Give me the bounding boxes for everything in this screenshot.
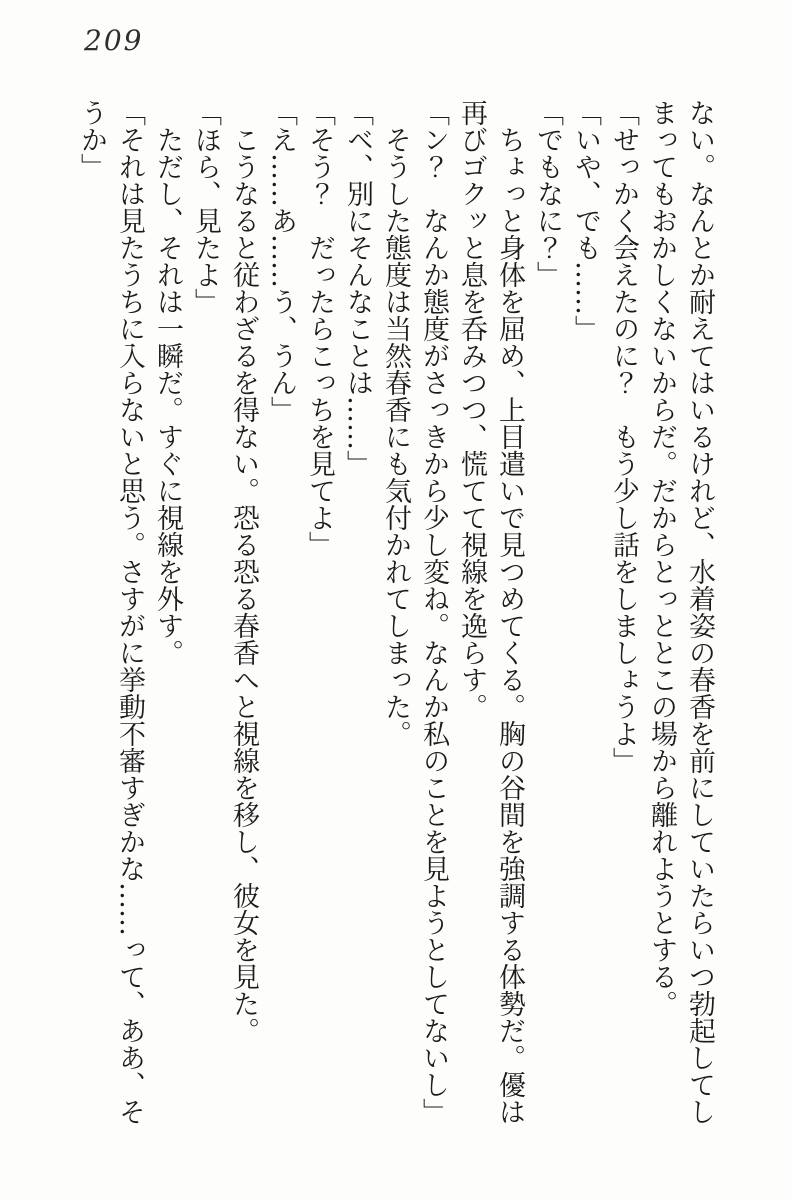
page-number: 209 xyxy=(84,24,144,57)
text-line: 「でもなに？」 xyxy=(532,99,563,288)
text-line: 「ベ、別にそんなことは……」 xyxy=(342,99,373,477)
text-line: 「そう？ だったらこっちを見てよ」 xyxy=(304,99,335,558)
text-line: こうなると従わざるを得ない。恐る恐る春香へと視線を移し、彼女を見た。 xyxy=(228,99,259,1044)
text-line: まってもおかしくないからだ。だからとっととこの場から離れようとする。 xyxy=(646,99,677,1017)
text-line: 「ほら、見たよ」 xyxy=(190,99,221,315)
text-line: 「せっかく会えたのに？ もう少し話をしましょうよ」 xyxy=(608,99,639,774)
text-line: 「え……あ……う、うん」 xyxy=(266,99,297,423)
text-line: ない。なんとか耐えてはいるけれど、水着姿の春香を前にしていたらいつ勃起してし xyxy=(684,99,715,1125)
text-line: そうした態度は当然春香にも気付かれてしまった。 xyxy=(380,99,411,747)
text-line: 「いや、でも……」 xyxy=(570,99,601,342)
text-line: ちょっと身体を屈め、上目遣いで見つめてくる。胸の谷間を強調する体勢だ。優は xyxy=(494,99,525,1125)
text-line: 再びゴクッと息を呑みつつ、慌てて視線を逸らす。 xyxy=(456,99,487,720)
text-line: 「ン？ なんか態度がさっきから少し変ね。なんか私のことを見ようとしてないし」 xyxy=(418,99,449,1125)
text-line: ただし、それは一瞬だ。すぐに視線を外す。 xyxy=(152,99,183,666)
text-line: うか」 xyxy=(76,99,107,180)
vertical-text-block xyxy=(72,99,718,1139)
text-line: 「それは見たうちに入らないと思う。さすがに挙動不審すぎかな……って、ああ、そ xyxy=(114,99,145,1125)
